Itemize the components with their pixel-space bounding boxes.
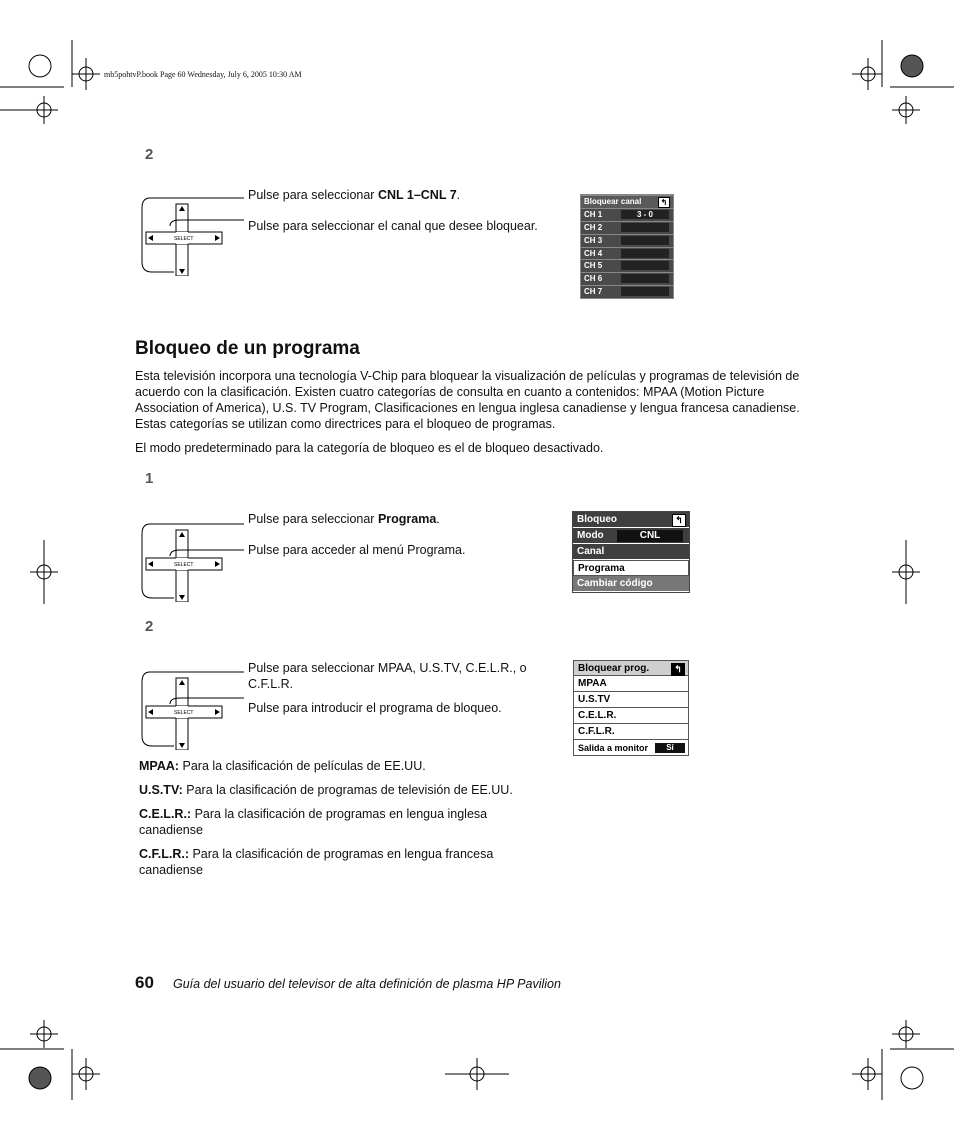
return-arrow-icon[interactable]: ↰ <box>658 197 670 208</box>
channel-row[interactable]: CH 4 <box>581 247 673 260</box>
definition-ustv: U.S.TV: Para la clasificación de programas de televisión de EE.UU. <box>139 783 513 797</box>
return-arrow-icon[interactable]: ↰ <box>672 514 686 527</box>
modo-row[interactable]: Modo CNL <box>573 528 689 544</box>
channel-row[interactable]: CH 3 <box>581 234 673 247</box>
channel-row[interactable]: CH 1 3 - 0 <box>581 208 673 221</box>
select-label: SELECT <box>174 562 194 568</box>
menu-item-canal[interactable]: Canal <box>573 544 689 560</box>
step-2-line2: Pulse para introducir el programa de bloqueo. <box>248 701 502 715</box>
menu-item-cambiar-codigo[interactable]: Cambiar código <box>573 576 689 592</box>
menu-item-ustv[interactable]: U.S.TV <box>573 692 689 708</box>
channel-menu-title: Bloquear canal ↰ <box>581 195 673 208</box>
page-number: 60 <box>135 973 154 992</box>
channel-lock-menu <box>580 194 674 299</box>
remote-dpad-diagram <box>140 190 250 276</box>
channel-row[interactable]: CH 6 <box>581 272 673 285</box>
step-number: 1 <box>145 470 154 487</box>
menu-item-mpaa[interactable]: MPAA <box>573 676 689 692</box>
menu-item-celr[interactable]: C.E.L.R. <box>573 708 689 724</box>
step-a-line1: Pulse para seleccionar CNL 1–CNL 7. <box>248 188 461 202</box>
print-header-stamp: mb5pohtvP.book Page 60 Wednesday, July 6, 2005 10:30 AM <box>104 70 302 79</box>
remote-dpad-diagram <box>140 516 250 602</box>
definition-mpaa: MPAA: Para la clasificación de películas de EE.UU. <box>139 759 426 773</box>
intro-paragraph: Esta televisión incorpora una tecnología V-Chip para bloquear la visualización de películas y programas de televisión de acuerdo con la clasificación. Existen cuatro categorías de consulta en cuanto a contenidos: MPAA (Motion Picture Association of America), U.S. TV Program, Clasificaciones en lengua inglesa canadiense y lengua francesa canadiense. Estas categorías se utilizan como directrices para el bloqueo de programas. <box>135 369 800 431</box>
program-menu-title: Bloquear prog. ↰ <box>573 660 689 676</box>
channel-row[interactable]: CH 2 <box>581 221 673 234</box>
footer-title: Guía del usuario del televisor de alta definición de plasma HP Pavilion <box>173 977 561 991</box>
program-lock-menu <box>573 660 689 756</box>
select-label: SELECT <box>174 710 194 716</box>
remote-dpad-diagram <box>140 664 250 750</box>
definition-celr: C.E.L.R.: Para la clasificación de programas en lengua inglesa canadiense <box>139 807 488 837</box>
bloqueo-menu-title: Bloqueo ↰ <box>573 512 689 528</box>
bloqueo-menu <box>572 511 690 593</box>
step-2-line1: Pulse para seleccionar MPAA, U.S.TV, C.E.L.R., o C.F.L.R. <box>248 661 527 691</box>
menu-item-cflr[interactable]: C.F.L.R. <box>573 724 689 740</box>
channel-row[interactable]: CH 7 <box>581 285 673 298</box>
definition-cflr: C.F.L.R.: Para la clasificación de programas en lengua francesa canadiense <box>139 847 494 877</box>
return-arrow-icon[interactable]: ↰ <box>671 663 685 676</box>
step-number: 2 <box>145 146 154 163</box>
channel-row[interactable]: CH 5 <box>581 259 673 272</box>
section-title: Bloqueo de un programa <box>135 338 360 359</box>
step-a-line2: Pulse para seleccionar el canal que desee bloquear. <box>248 219 538 233</box>
step-1-line2: Pulse para acceder al menú Programa. <box>248 543 466 557</box>
step-1-line1: Pulse para seleccionar Programa. <box>248 512 440 526</box>
select-label: SELECT <box>174 236 194 242</box>
menu-item-programa[interactable]: Programa <box>573 560 689 576</box>
step-number: 2 <box>145 618 154 635</box>
monitor-output-row[interactable]: Salida a monitor Sí <box>573 740 689 756</box>
default-mode-paragraph: El modo predeterminado para la categoría de bloqueo es el de bloqueo desactivado. <box>135 441 604 455</box>
